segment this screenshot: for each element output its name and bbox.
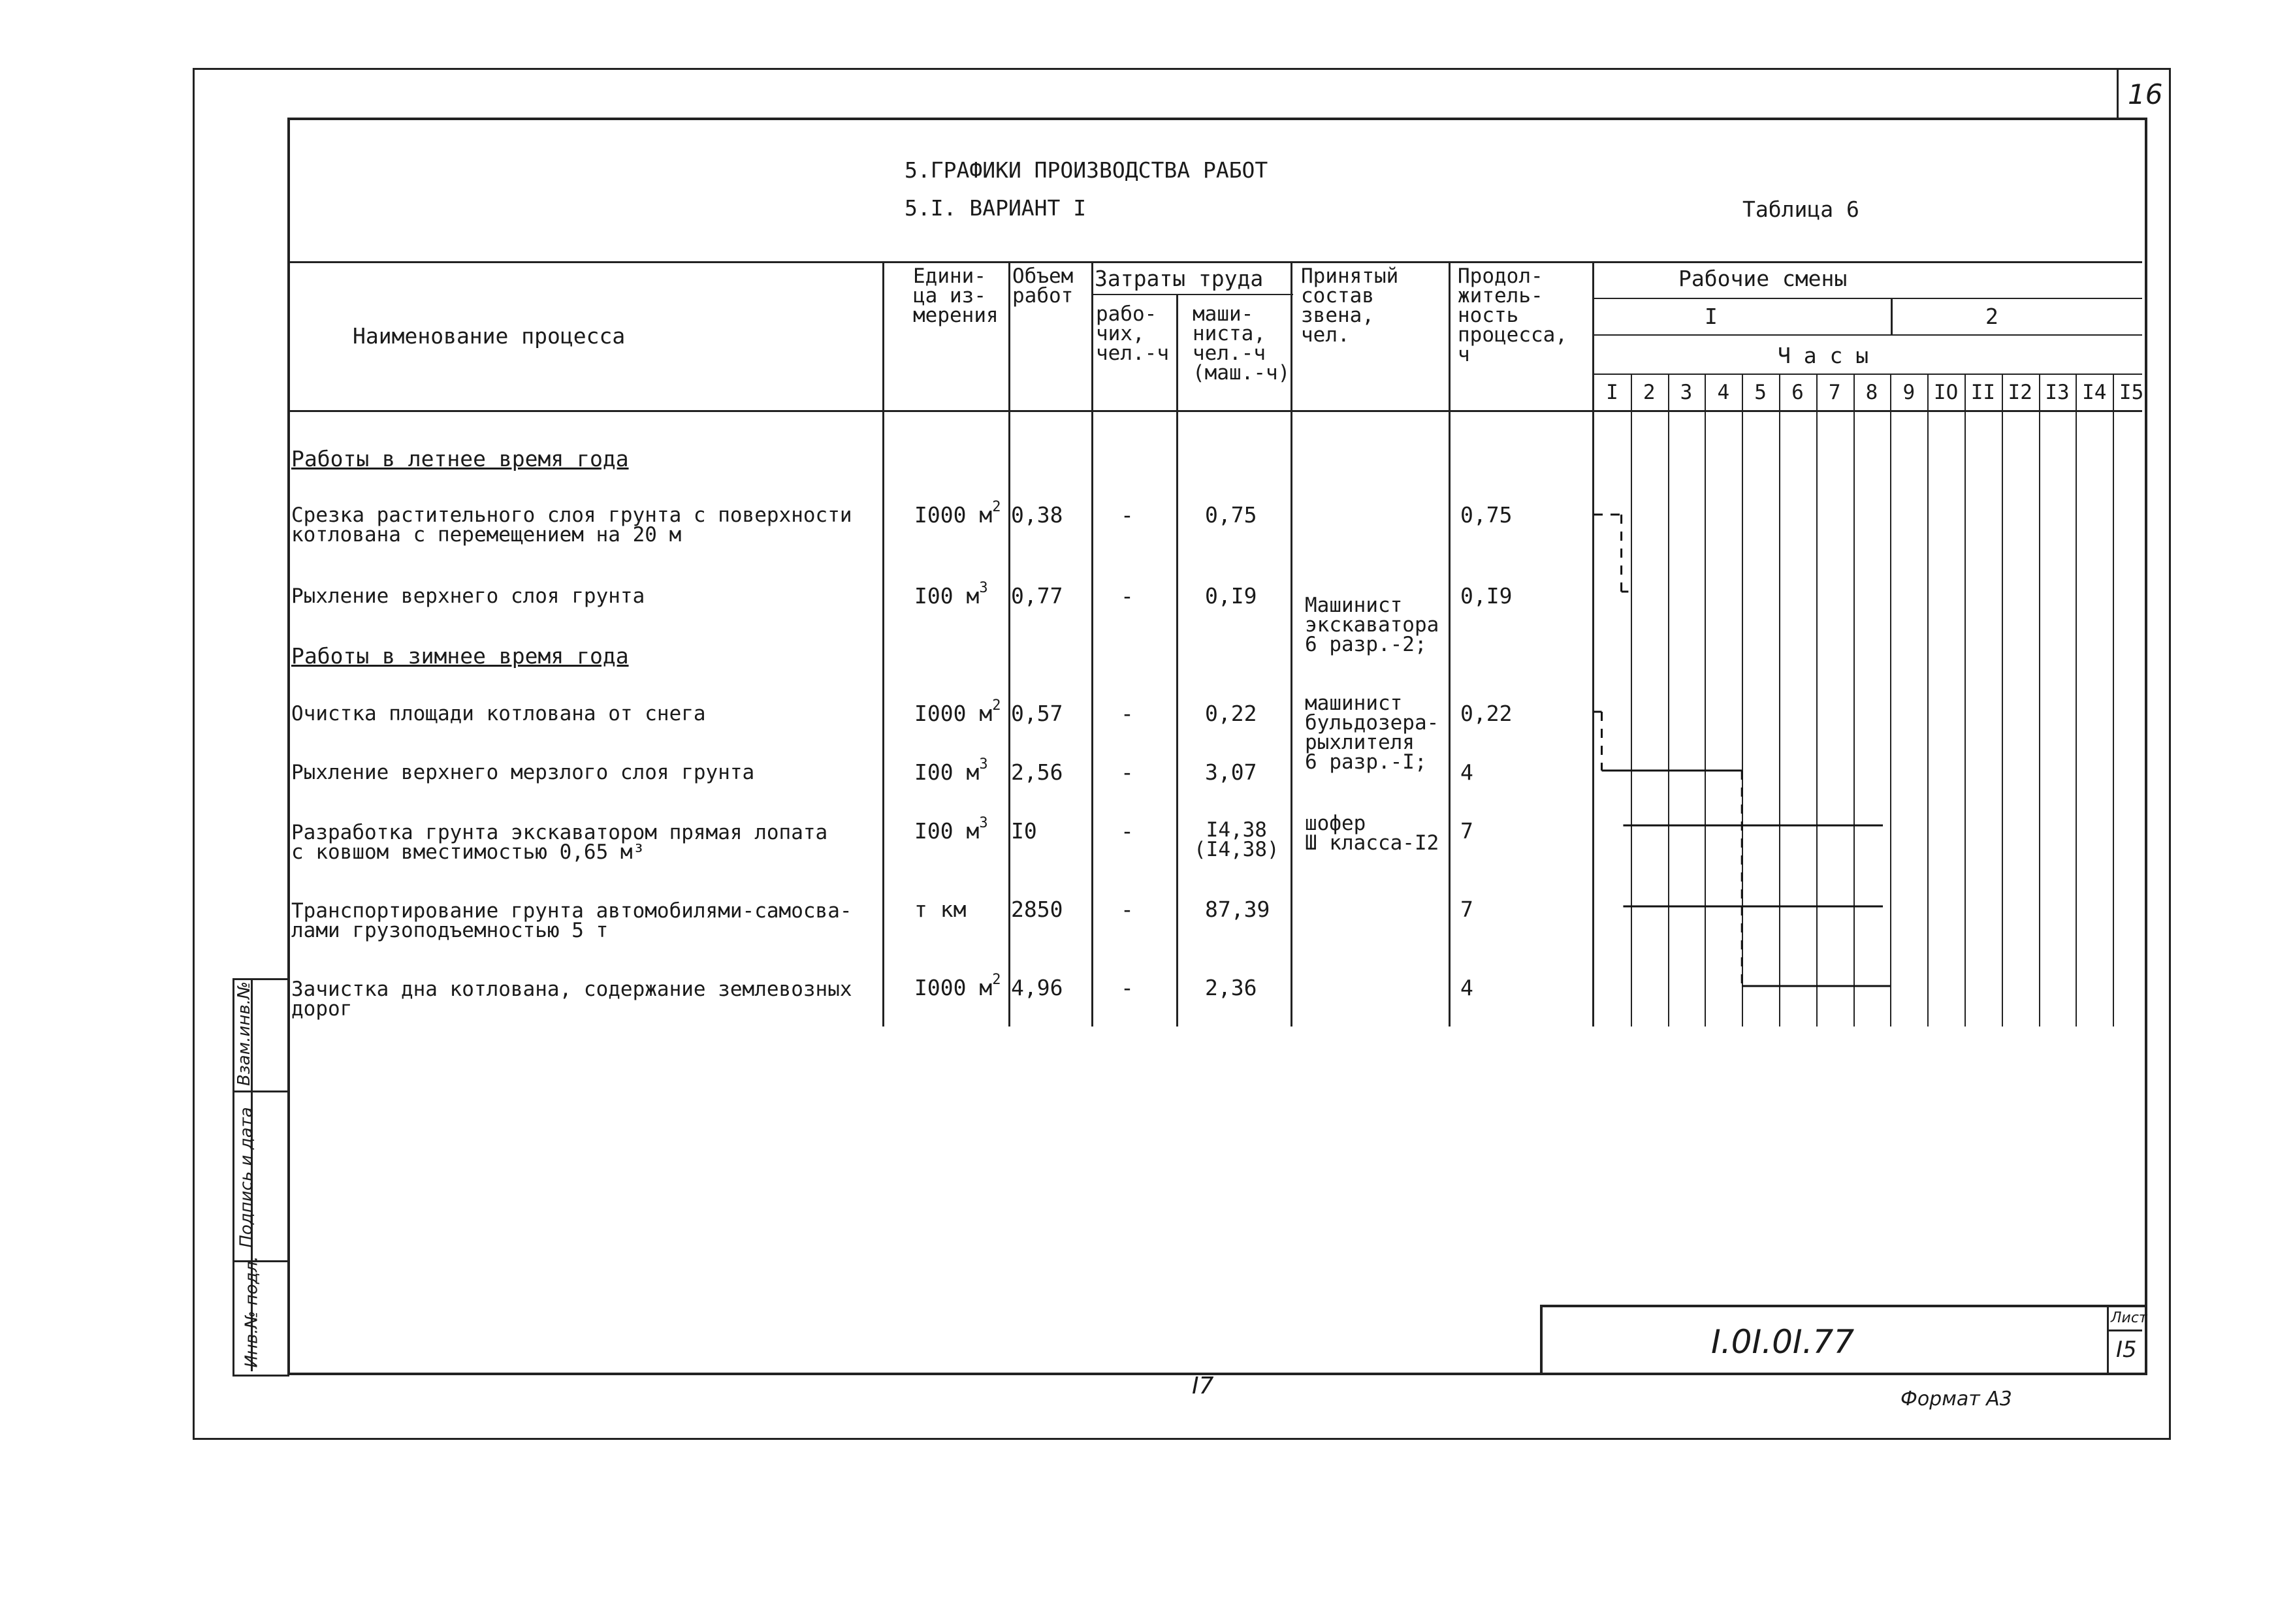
hour-label: I2: [2008, 381, 2032, 404]
row-7-workers: -: [1121, 975, 1134, 1000]
header-volume: Объем работ: [1012, 264, 1074, 308]
document-code: I.0I.0I.77: [1711, 1323, 1855, 1361]
row-7-name: Зачистка дна котлована, содержание землевозных дорог: [291, 978, 852, 1021]
stamp-sheet-divider: [2107, 1307, 2109, 1373]
row-3-machinists: 0,22: [1205, 701, 1257, 726]
corner-number: 16: [2128, 78, 2163, 110]
side-stamp-replace: Взам.инв.№: [234, 981, 254, 1086]
hour-label: 4: [1717, 381, 1730, 404]
row-4-volume: 2,56: [1011, 759, 1063, 785]
crew-note-2: машинист бульдозера- рыхлителя 6 разр.-I;: [1305, 692, 1439, 774]
row-6-machinists: 87,39: [1205, 897, 1270, 922]
format-label: Формат А3: [1900, 1388, 2012, 1410]
row-3-duration: 0,22: [1460, 701, 1513, 726]
row-6-workers: -: [1121, 897, 1134, 922]
shift-number-2: 2: [1985, 304, 1998, 329]
row-3-name: Очистка площади котлована от снега: [291, 702, 706, 725]
table-label: Таблица 6: [1742, 197, 1859, 222]
row-2-name: Рыхление верхнего слоя грунта: [291, 584, 645, 608]
row-5-volume: I0: [1011, 818, 1037, 844]
row-4-workers: -: [1121, 759, 1134, 785]
header-name: Наименование процесса: [353, 323, 626, 349]
side-stamp-inv: Инв.№ подл.: [242, 1256, 262, 1368]
variant-title: 5.I. ВАРИАНТ I: [905, 195, 1087, 221]
side-stamp-divider-h1: [233, 1091, 287, 1092]
hour-label: IO: [1933, 381, 1959, 404]
crew-note-1: Машинист экскаватора 6 разр.-2;: [1305, 594, 1439, 656]
row-2-duration: 0,I9: [1460, 583, 1513, 609]
header-labor-machinists: маши- ниста, чел.-ч (маш.-ч): [1193, 302, 1291, 385]
row-4-machinists: 3,07: [1205, 759, 1257, 785]
crew-note-3: шофер Ш класса-I2: [1305, 812, 1439, 855]
row-1-duration: 0,75: [1460, 502, 1513, 528]
row-6-unit: т км: [914, 897, 967, 922]
header-labor-workers: рабо- чих, чел.-ч: [1096, 302, 1169, 365]
row-7-machinists: 2,36: [1205, 975, 1257, 1000]
hour-label: I5: [2119, 381, 2144, 404]
row-6-duration: 7: [1460, 897, 1473, 922]
row-1-unit: I000 $м^2$: [914, 499, 1001, 528]
hour-label: I3: [2045, 381, 2070, 404]
row-2-volume: 0,77: [1011, 583, 1063, 609]
row-2-machinists: 0,I9: [1205, 583, 1257, 609]
side-stamp-signature: Подпись и дата: [236, 1107, 257, 1248]
row-1-volume: 0,38: [1011, 502, 1063, 528]
header-unit: Едини- ца из- мерения: [913, 264, 999, 327]
header-crew: Принятый состав звена, чел.: [1301, 264, 1399, 347]
row-5-duration: 7: [1460, 818, 1473, 844]
row-1-machinists: 0,75: [1205, 502, 1257, 528]
row-7-duration: 4: [1460, 975, 1473, 1000]
row-4-name: Рыхление верхнего мерзлого слоя грунта: [291, 761, 755, 784]
section-summer: Работы в летнее время года: [291, 446, 629, 471]
hour-label: II: [1970, 381, 1996, 404]
row-1-name: Срезка растительного слоя грунта с поверхности котлована с перемещением на 20 м: [291, 503, 852, 547]
row-7-unit: I000 $м^2$: [914, 972, 1001, 1000]
hour-label: 5: [1754, 381, 1767, 404]
header-duration: Продол- житель- ность процесса, ч: [1458, 264, 1567, 366]
row-4-unit: I00 $м^3$: [914, 756, 988, 785]
hour-label: 7: [1828, 381, 1841, 404]
row-5-unit: I00 $м^3$: [914, 815, 988, 844]
row-7-volume: 4,96: [1011, 975, 1063, 1000]
row-2-workers: -: [1121, 583, 1134, 609]
hour-label: 8: [1865, 381, 1878, 404]
section-winter: Работы в зимнее время года: [291, 643, 629, 669]
stamp-sheet-label: Лист: [2111, 1310, 2147, 1326]
hour-label: 9: [1902, 381, 1916, 404]
stamp-sheet-number: I5: [2116, 1337, 2137, 1363]
section-title: 5.ГРАФИКИ ПРОИЗВОДСТВА РАБОТ: [905, 157, 1268, 183]
row-5-name: Разработка грунта экскаватором прямая лопата с ковшом вместимостью 0,65 м³: [291, 821, 828, 864]
stamp-sheet-line: [2107, 1329, 2142, 1331]
hour-label: I: [1606, 381, 1618, 404]
row-5-workers: -: [1121, 818, 1134, 844]
row-4-duration: 4: [1460, 759, 1473, 785]
row-6-volume: 2850: [1011, 897, 1063, 922]
hour-label: 3: [1680, 381, 1693, 404]
row-1-workers: -: [1121, 502, 1134, 528]
row-3-unit: I000 $м^2$: [914, 697, 1001, 726]
row-3-workers: -: [1121, 701, 1134, 726]
hours-label: Ч а с ы: [1778, 343, 1869, 368]
header-labor: Затраты труда: [1095, 266, 1264, 291]
row-6-name: Транспортирование грунта автомобилями-самосва- лами грузоподъемностью 5 т: [291, 899, 852, 942]
header-shifts: Рабочие смены: [1678, 266, 1848, 291]
hour-label: 6: [1791, 381, 1804, 404]
hour-label: 2: [1643, 381, 1656, 404]
page-number: I7: [1192, 1373, 1214, 1399]
hour-label: I4: [2082, 381, 2107, 404]
row-5-machinists: I4,38 (I4,38): [1194, 818, 1279, 861]
row-2-unit: I00 $м^3$: [914, 580, 988, 609]
shift-number-1: I: [1705, 304, 1718, 329]
row-3-volume: 0,57: [1011, 701, 1063, 726]
